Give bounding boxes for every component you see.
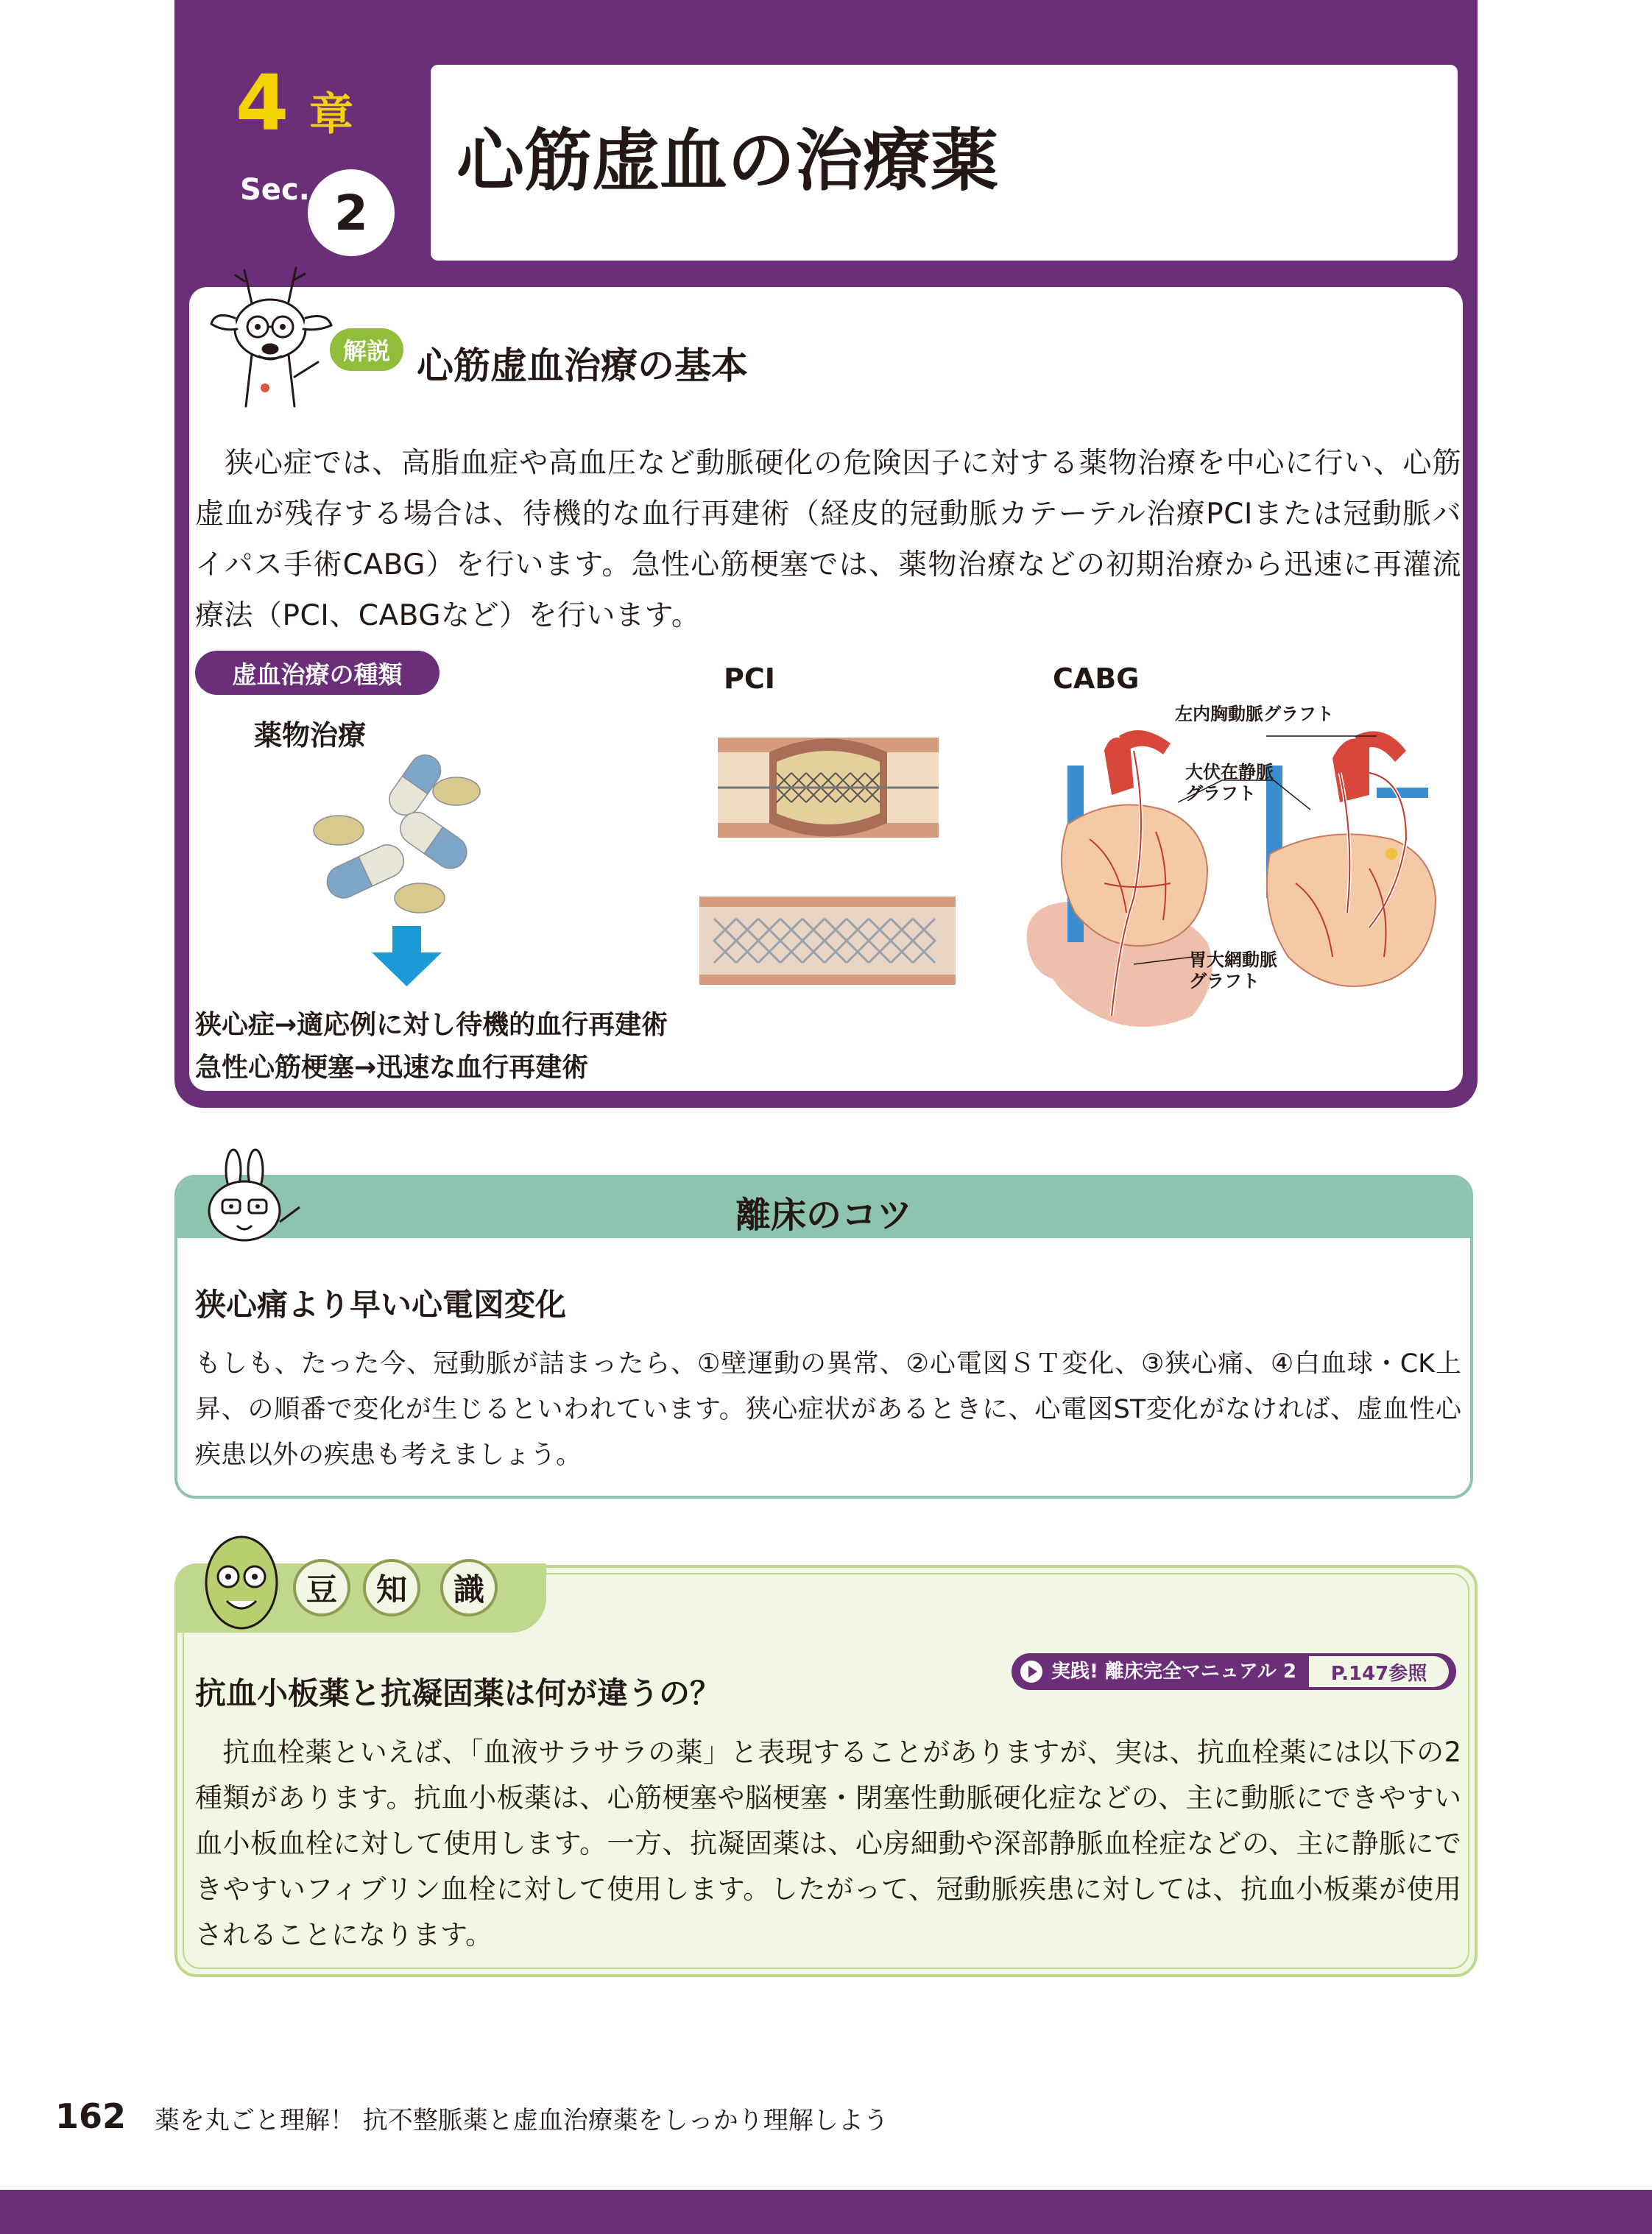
cabg-label-lita: 左内胸動脈グラフト [1175, 704, 1334, 724]
cabg-label-svg [1185, 762, 1274, 805]
page-title: 心筋虚血の治療薬 [456, 121, 999, 200]
pills-illustration [309, 743, 501, 920]
intro-paragraph [195, 438, 1461, 641]
drug-therapy-label: 薬物治療 [254, 719, 367, 752]
page-number: 162 [55, 2096, 127, 2136]
outcome-angina: 狭心症→適応例に対し待機的血行再建術 [195, 1010, 668, 1040]
cabg-label-svg-line2: グラフト [1185, 782, 1256, 804]
mame-char-3: 識 [440, 1559, 498, 1616]
chapter-number: 4 [236, 58, 289, 148]
kotsu-paragraph [195, 1341, 1461, 1478]
mame-char-2: 知 [363, 1559, 420, 1616]
mame-paragraph-text: 抗血栓薬といえば、「血液サラサラの薬」と表現することがありますが、実は、抗血栓薬には以下の2種類があります。抗血小板薬は、心筋梗塞や脳梗塞・閉塞性動脈硬化症などの、主に動脈にできやすい血小板血栓に対して使用します。一方、抗凝固薬は、心房細動や深部静脈血栓症などの、主に静脈にできやすいフィブリン血栓に対して使用します。したがって、冠動脈疾患に対しては、抗血小板薬が使用されることになります。 [195, 1736, 1462, 1951]
pci-stent-illustration [699, 897, 956, 985]
arrow-down-icon [372, 926, 442, 986]
chapter-kanji: 章 [309, 89, 353, 141]
outcome-ami: 急性心筋梗塞→迅速な血行再建術 [195, 1053, 589, 1083]
rabbit-mascot-icon [193, 1148, 303, 1251]
deer-mascot-icon [200, 259, 347, 421]
mame-paragraph [195, 1730, 1461, 1958]
pci-balloon-illustration [718, 729, 939, 846]
kaisetsu-badge: 解説 [330, 328, 403, 371]
treatment-types-badge: 虚血治療の種類 [195, 651, 440, 695]
pci-label: PCI [724, 662, 775, 695]
reference-page: P.147参照 [1309, 1656, 1449, 1687]
kotsu-heading: 狭心痛より早い心電図変化 [195, 1287, 567, 1323]
mame-char-1: 豆 [293, 1559, 350, 1616]
kotsu-paragraph-text: もしも、たった今、冠動脈が詰まったら、①壁運動の異常、②心電図ＳＴ変化、③狭心痛、④白血球・CK上昇、の順番で変化が生じるといわれています。狭心症状があるときに、心電図ST変化がなければ、虚血性心疾患以外の疾患も考えましょう。 [195, 1349, 1461, 1470]
kotsu-title: 離床のコツ [735, 1195, 912, 1236]
bean-mascot-icon [197, 1531, 286, 1634]
section-heading: 心筋虚血治療の基本 [417, 344, 748, 387]
sec-number-badge: 2 [308, 169, 395, 256]
cabg-label-gepa-line1: 胃大網動脈 [1189, 950, 1277, 970]
footer-bar [0, 2190, 1652, 2234]
cabg-label: CABG [1053, 662, 1140, 695]
intro-paragraph-text: 狭心症では、高脂血症や高血圧など動脈硬化の危険因子に対する薬物治療を中心に行い、心筋虚血が残存する場合は、待機的な血行再建術（経皮的冠動脈カテーテル治療PCIまたは冠動脈バイパス手術CABG）を行います。急性心筋梗塞では、薬物治療などの初期治療から迅速に再灌流療法（PCI、CABGなど）を行います。 [195, 447, 1461, 632]
reference-book-title: 実践! 離床完全マニュアル 2 [1051, 1661, 1297, 1683]
cabg-label-gepa [1189, 950, 1277, 992]
play-icon [1019, 1659, 1044, 1684]
mame-heading: 抗血小板薬と抗凝固薬は何が違うの？ [195, 1675, 721, 1711]
footer-text: 薬を丸ごと理解！ 抗不整脈薬と虚血治療薬をしっかり理解しよう [155, 2106, 889, 2135]
sec-label: Sec. [240, 173, 310, 207]
cabg-label-svg-line1: 大伏在静脈 [1185, 762, 1274, 782]
cabg-label-gepa-line2: グラフト [1189, 970, 1260, 991]
